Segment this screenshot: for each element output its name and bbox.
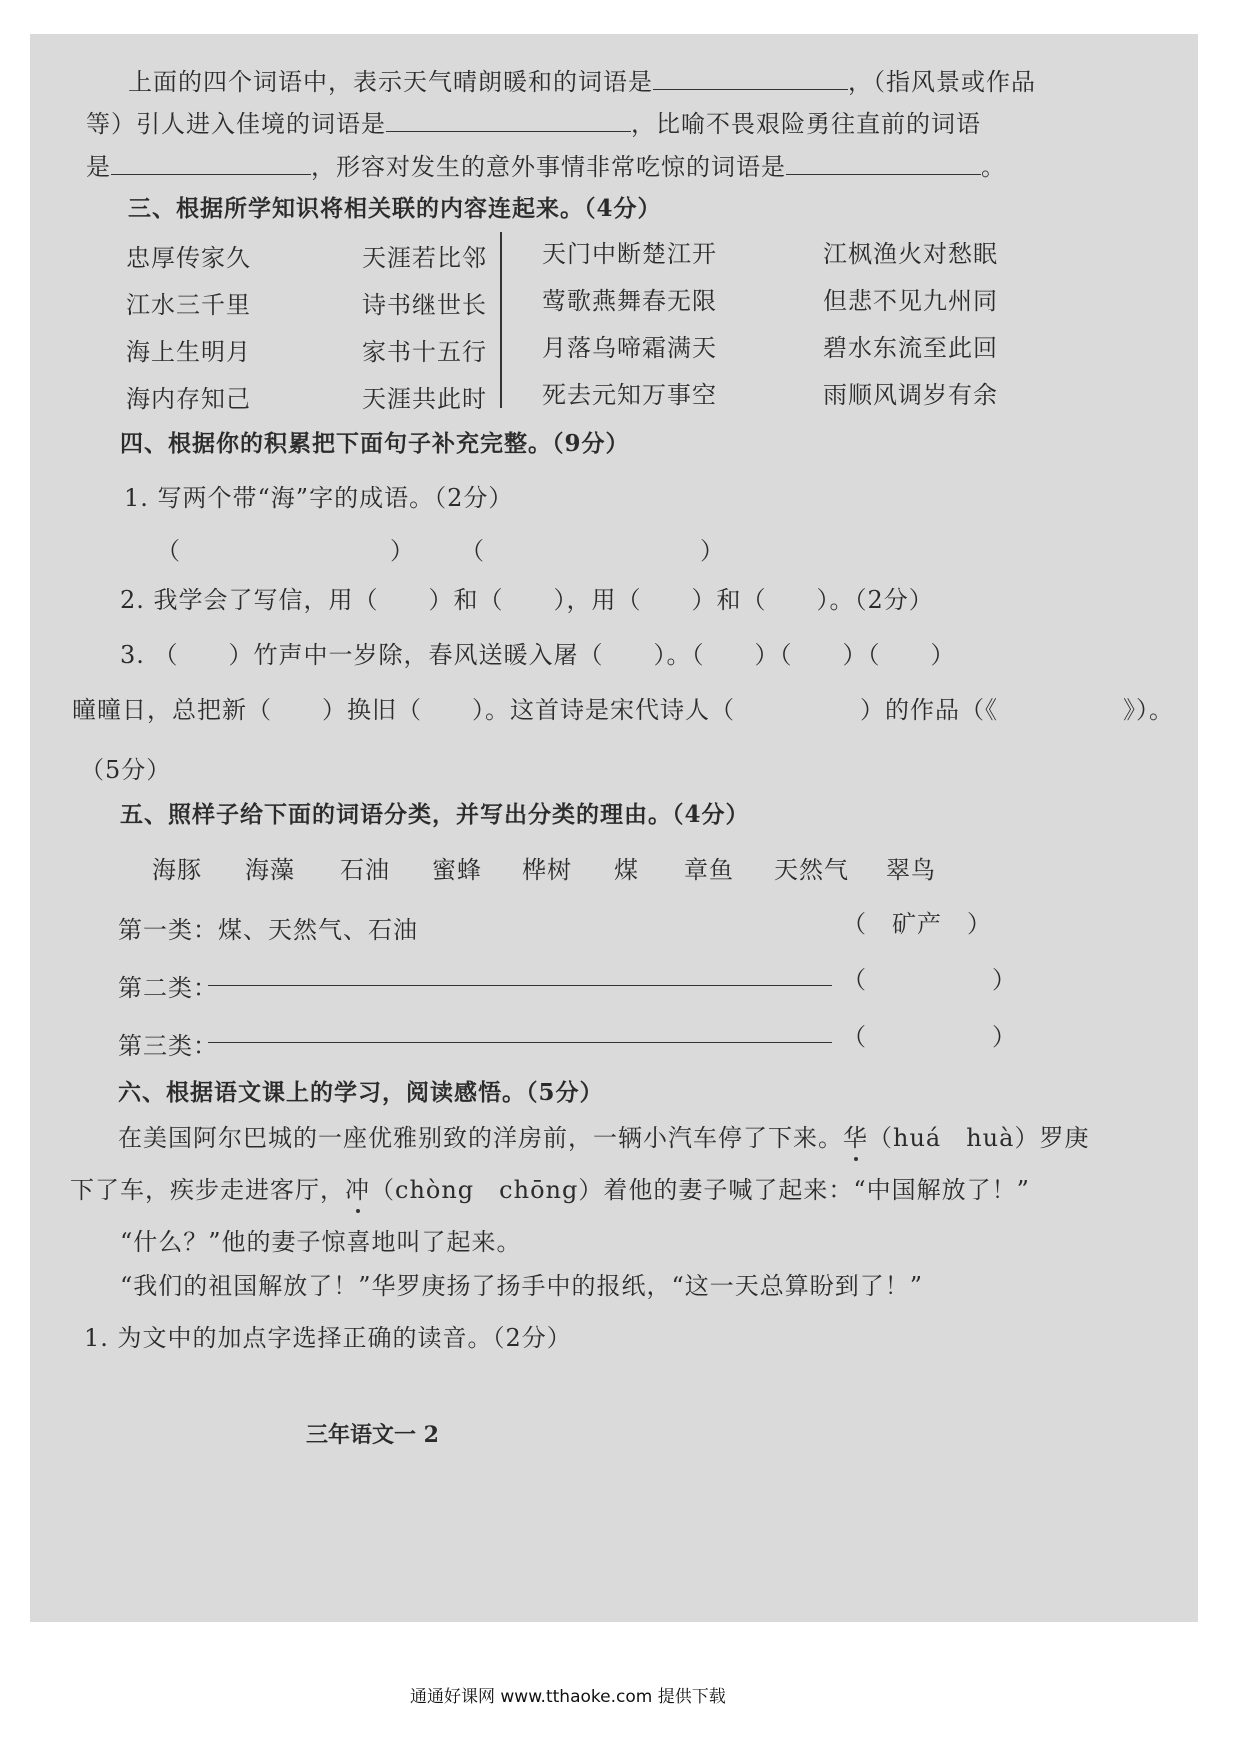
answer-field-idiom-1[interactable] — [184, 528, 384, 562]
match-col2-item[interactable]: 天涯若比邻 — [362, 244, 487, 272]
fill-line-3-end: 。 — [981, 153, 1006, 181]
answer-field-idiom-2[interactable] — [490, 528, 695, 562]
match-col1-item[interactable]: 海内存知己 — [126, 385, 251, 413]
match-col1-item[interactable]: 海上生明月 — [126, 338, 251, 366]
dotted-character: 冲 — [345, 1170, 370, 1205]
match-col3-item[interactable]: 莺歌燕舞春无限 — [542, 287, 717, 315]
match-col1-item[interactable]: 忠厚传家久 — [126, 244, 251, 272]
passage-text: 下了车，疾步走进客厅， — [70, 1176, 345, 1204]
question-4-3-points: （5分） — [80, 756, 172, 784]
paren-close: ） — [390, 537, 415, 565]
section4-heading: 四、根据你的积累把下面句子补充完整。（9分） — [120, 430, 630, 457]
match-col2-item[interactable]: 诗书继世长 — [362, 291, 487, 319]
word-item: 天然气 — [774, 856, 849, 884]
fill-line-2 — [86, 104, 981, 139]
word-item: 煤 — [614, 856, 639, 884]
answer-blank[interactable] — [386, 109, 631, 132]
word-item: 海豚 — [152, 856, 202, 884]
passage-line-1 — [118, 1118, 1089, 1153]
question-4-2[interactable]: 2. 我学会了写信，用（ ）和（ ），用（ ）和（ ）。（2分） — [120, 586, 934, 614]
footer-credit: 通通好课网 www.tthaoke.com 提供下载 — [410, 1687, 726, 1707]
match-col3-item[interactable]: 天门中断楚江开 — [542, 240, 717, 268]
class2-reason[interactable]: （ ） — [842, 966, 1017, 994]
passage-line-4: “我们的祖国解放了！”华罗庚扬了扬手中的报纸，“这一天总算盼到了！” — [120, 1272, 924, 1300]
fill-line-3 — [86, 147, 1006, 182]
match-col1-item[interactable]: 江水三千里 — [126, 291, 251, 319]
passage-line-2 — [70, 1170, 1030, 1205]
answer-blank[interactable] — [786, 152, 981, 175]
page-number: 三年语文一 2 — [306, 1422, 439, 1448]
match-col4-item[interactable]: 碧水东流至此回 — [823, 334, 998, 362]
fill-line-1-end: ，（指风景或作品 — [848, 68, 1036, 96]
paren-open: （ — [460, 537, 485, 565]
answer-blank[interactable] — [653, 67, 848, 90]
dotted-character: 华 — [843, 1118, 868, 1153]
word-item: 石油 — [340, 856, 390, 884]
word-item: 桦树 — [522, 856, 572, 884]
match-col4-item[interactable]: 但悲不见九州同 — [823, 287, 998, 315]
fill-line-2-end: ，比喻不畏艰险勇往直前的词语 — [631, 110, 981, 138]
fill-line-3-mid: ，形容对发生的意外事情非常吃惊的词语是 — [311, 153, 786, 181]
word-item: 海藻 — [245, 856, 295, 884]
paren-open: （ — [156, 537, 181, 565]
fill-line-3-text: 是 — [86, 153, 111, 181]
pinyin-choice[interactable]: （chòng chōng）着他的妻子喊了起来：“中国解放了！” — [370, 1176, 1030, 1204]
paren-close: ） — [700, 537, 725, 565]
class3-reason[interactable]: （ ） — [842, 1023, 1017, 1051]
section3-heading: 三、根据所学知识将相关联的内容连起来。（4分） — [128, 195, 662, 222]
class3-answer-line[interactable] — [208, 1042, 832, 1043]
class1-label: 第一类：煤、天然气、石油 — [118, 916, 418, 944]
pinyin-choice[interactable]: （huá huà）罗庚 — [868, 1124, 1090, 1152]
match-col3-item[interactable]: 月落乌啼霜满天 — [542, 334, 717, 362]
match-col2-item[interactable]: 天涯共此时 — [362, 385, 487, 413]
fill-line-1-text: 上面的四个词语中，表示天气晴朗暖和的词语是 — [128, 68, 653, 96]
match-col4-item[interactable]: 江枫渔火对愁眠 — [823, 240, 998, 268]
class2-answer-line[interactable] — [208, 985, 832, 986]
class1-reason: （ 矿产 ） — [842, 910, 992, 938]
word-item: 蜜蜂 — [432, 856, 482, 884]
passage-text: 在美国阿尔巴城的一座优雅别致的洋房前，一辆小汽车停了下来。 — [118, 1124, 843, 1152]
question-4-3-line2[interactable]: 曈曈日，总把新（ ）换旧（ ）。这首诗是宋代诗人（ ）的作品（《 》）。 — [72, 696, 1174, 724]
question-4-1: 1. 写两个带“海”字的成语。（2分） — [124, 484, 514, 512]
match-col2-item[interactable]: 家书十五行 — [362, 338, 487, 366]
class3-label: 第三类： — [118, 1032, 218, 1060]
question-6-1: 1. 为文中的加点字选择正确的读音。（2分） — [84, 1324, 572, 1352]
match-col3-item[interactable]: 死去元知万事空 — [542, 381, 717, 409]
word-item: 章鱼 — [684, 856, 734, 884]
section6-heading: 六、根据语文课上的学习，阅读感悟。（5分） — [118, 1079, 604, 1106]
section5-heading: 五、照样子给下面的词语分类，并写出分类的理由。（4分） — [120, 801, 750, 828]
fill-line-2-text: 等）引人进入佳境的词语是 — [86, 110, 386, 138]
fill-line-1 — [128, 62, 1036, 97]
column-divider — [500, 232, 502, 408]
class2-label: 第二类： — [118, 974, 218, 1002]
word-item: 翠鸟 — [886, 856, 936, 884]
question-4-3-line1[interactable]: 3. （ ）竹声中一岁除，春风送暖入屠（ ）。（ ）（ ）（ ） — [120, 641, 956, 669]
match-col4-item[interactable]: 雨顺风调岁有余 — [823, 381, 998, 409]
answer-blank[interactable] — [111, 152, 311, 175]
passage-line-3: “什么？”他的妻子惊喜地叫了起来。 — [120, 1228, 522, 1256]
